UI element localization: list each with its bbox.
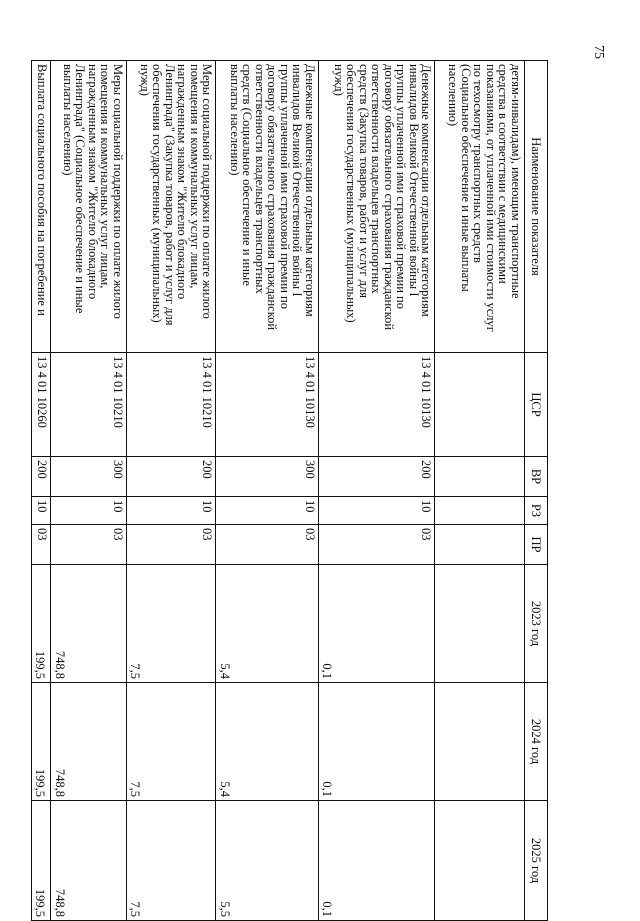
row-2025: 748,8	[51, 801, 127, 921]
row-vr: 300	[51, 457, 127, 497]
header-csr: ЦСР	[525, 353, 548, 457]
row-csr: 13 4 01 10210	[51, 353, 127, 457]
header-name: Наименование показателя	[525, 61, 548, 353]
table-header-row	[525, 61, 548, 921]
page-number: 75	[591, 45, 606, 59]
row-name: Денежные компенсации отдельным категориям инвалидов Великой Отечественной войны I группы уплаченной ими страховой премии по договору обязательного страхования гражданской ответственности владельцев транспортных средств (Закупка товаров, работ и услуг для обеспечения государственных (муниципальных) нужд)	[318, 61, 435, 353]
row-pr: 03	[51, 525, 127, 565]
rotated-table-container	[31, 60, 548, 920]
table-row	[32, 61, 51, 921]
row-2025: 199,5	[32, 801, 51, 921]
row-pr: 03	[126, 525, 216, 565]
row-vr: 200	[32, 457, 51, 497]
row-rz: 10	[216, 497, 318, 525]
row-2024: 7,5	[126, 683, 216, 801]
header-2025: 2025 год	[525, 801, 548, 921]
row-csr: 13 4 01 10210	[126, 353, 216, 457]
row-rz: 10	[51, 497, 127, 525]
row-2025: 0,1	[318, 801, 435, 921]
row-name: детям-инвалидам), имеющим транспортные средства в соответствии с медицинскими показаниями, от уплаченной ими стоимости услуг по техосмотру транспортных средств (Социальное обеспечение и иные выплаты населению)	[435, 61, 525, 353]
row-pr	[435, 525, 525, 565]
row-name: Меры социальной поддержки по оплате жилого помещения и коммунальных услуг лицам, награжденным знаком "Жителю блокадного Ленинграда" (Закупка товаров, работ и услуг для обеспечения государственных (муниципальных) нужд)	[126, 61, 216, 353]
header-2023: 2023 год	[525, 565, 548, 683]
table-row	[318, 61, 435, 921]
row-vr: 200	[126, 457, 216, 497]
row-vr: 300	[216, 457, 318, 497]
row-rz	[435, 497, 525, 525]
row-2024: 5,4	[216, 683, 318, 801]
row-2023: 199,5	[32, 565, 51, 683]
budget-table	[31, 60, 548, 921]
row-csr: 13 4 01 10130	[318, 353, 435, 457]
row-csr	[435, 353, 525, 457]
table-row	[216, 61, 318, 921]
row-2024: 748,8	[51, 683, 127, 801]
row-2023: 0,1	[318, 565, 435, 683]
row-name: Меры социальной поддержки по оплате жилого помещения и коммунальных услуг лицам, награжденным знаком "Жителю блокадного Ленинграда" (Социальное обеспечение и иные выплаты населению)	[51, 61, 127, 353]
header-rz: РЗ	[525, 497, 548, 525]
header-pr: ПР	[525, 525, 548, 565]
row-2023	[435, 565, 525, 683]
header-2024: 2024 год	[525, 683, 548, 801]
row-rz: 10	[32, 497, 51, 525]
row-rz: 10	[318, 497, 435, 525]
row-2023: 748,8	[51, 565, 127, 683]
row-2025	[435, 801, 525, 921]
row-name: Выплата социального пособия на погребение и	[32, 61, 51, 353]
row-2024: 199,5	[32, 683, 51, 801]
row-2024	[435, 683, 525, 801]
row-pr: 03	[318, 525, 435, 565]
row-pr: 03	[216, 525, 318, 565]
row-2025: 7,5	[126, 801, 216, 921]
row-vr	[435, 457, 525, 497]
row-name: Денежные компенсации отдельным категориям инвалидов Великой Отечественной войны I группы уплаченной ими страховой премии по договору обязательного страхования гражданской ответственности владельцев транспортных средств (Социальное обеспечение и иные выплаты населению)	[216, 61, 318, 353]
row-rz: 10	[126, 497, 216, 525]
row-csr: 13 4 01 10260	[32, 353, 51, 457]
row-2025: 5,5	[216, 801, 318, 921]
row-vr: 200	[318, 457, 435, 497]
table-row	[435, 61, 525, 921]
row-csr: 13 4 01 10130	[216, 353, 318, 457]
row-2024: 0,1	[318, 683, 435, 801]
header-vr: ВР	[525, 457, 548, 497]
table-row	[51, 61, 127, 921]
row-2023: 7,5	[126, 565, 216, 683]
table-row	[126, 61, 216, 921]
row-pr: 03	[32, 525, 51, 565]
row-2023: 5,4	[216, 565, 318, 683]
